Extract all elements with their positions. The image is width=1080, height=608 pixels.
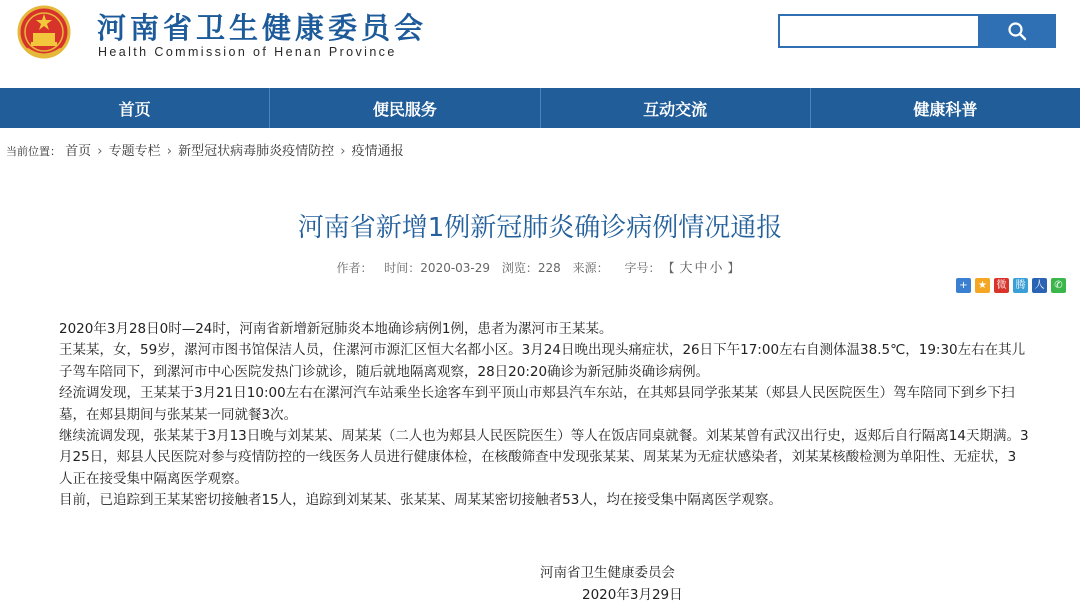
article-paragraph: 经流调发现，王某某于3月21日10:00左右在漯河汽车站乘坐长途客车到平顶山市郏县汽车东站，在其郏县同学张某某（郏县人民医院医生）驾车陪同下到乡下扫墓，在郏县期间与张某某一同就餐3次。 [59,385,1015,423]
search-button[interactable] [978,14,1056,48]
share-weibo-icon[interactable]: 微 [994,278,1009,293]
article-signature: 河南省卫生健康委员会 [540,565,675,581]
search-icon [1007,21,1027,41]
share-renren-icon[interactable]: 人 [1032,278,1047,293]
font-size-medium-link[interactable]: 中 [694,261,708,276]
font-size-label: 字号： [624,261,661,275]
share-tencent-weibo-icon[interactable]: 腾 [1013,278,1028,293]
nav-item-services[interactable]: 便民服务 [270,88,540,128]
font-size-small-link[interactable]: 小 [709,261,723,276]
article-meta [0,257,1080,276]
article-body [59,319,1029,512]
font-size-large-link[interactable]: 大 [679,261,693,276]
site-header [0,0,1080,86]
article-sign-date: 2020年3月29日 [582,587,683,603]
site-subtitle: Health Commission of Henan Province [98,45,397,59]
search-input[interactable] [778,14,978,48]
breadcrumb-home[interactable]: 首页 [65,144,92,159]
share-plus-icon[interactable]: + [956,278,971,293]
font-bracket-open: 【 [668,261,675,275]
national-emblem-icon [17,5,71,61]
font-size-control [620,261,743,275]
site-title: 河南省卫生健康委员会 [97,11,428,45]
article-paragraph: 继续流调发现，张某某于3月13日晚与刘某某、周某某（二人也为郏县人民医院医生）等人在饭店同桌就餐。刘某某曾有武汉出行史，返郏后自行隔离14天期满。3月25日，郏县人民医院对参与疫情防控的一线医务人员进行健康体检，在核酸筛查中发现张某某、周某某为无症状感染者，刘某某核酸检测为单阳性、无症状，3人正在接受集中隔离医学观察。 [59,428,1029,487]
breadcrumb-separator: › [340,144,346,159]
share-qzone-icon[interactable]: ★ [975,278,990,293]
font-bracket-close: 】 [727,261,740,275]
meta-views: 浏览：228 [501,261,561,275]
breadcrumb-special-topics[interactable]: 专题专栏 [108,144,161,159]
article-paragraph: 2020年3月28日0时—24时，河南省新增新冠肺炎本地确诊病例1例，患者为漯河市王某某。 [59,321,613,337]
breadcrumb-separator: › [166,144,172,159]
article-paragraph: 目前，已追踪到王某某密切接触者15人，追踪到刘某某、张某某、周某某密切接触者53人，均在接受集中隔离医学观察。 [59,492,782,509]
nav-item-interaction[interactable]: 互动交流 [541,88,811,128]
share-bar [956,278,1066,293]
meta-time: 时间：2020-03-29 [384,261,491,275]
nav-item-health-education[interactable]: 健康科普 [913,99,978,119]
share-wechat-icon[interactable]: ✆ [1051,278,1066,293]
breadcrumb-epidemic-report[interactable]: 疫情通报 [351,144,404,159]
nav-item-home[interactable]: 首页 [0,88,270,128]
breadcrumb-separator: › [97,144,103,159]
breadcrumb-covid-prevention[interactable]: 新型冠状病毒肺炎疫情防控 [178,144,335,159]
meta-author: 作者： [336,261,373,275]
breadcrumb [6,140,404,159]
main-nav [0,88,1080,128]
article-title: 河南省新增1例新冠肺炎确诊病例情况通报 [297,213,783,244]
breadcrumb-prefix: 当前位置： [6,145,61,158]
meta-source: 来源： [572,261,609,275]
article-paragraph: 王某某，女，59岁，漯河市图书馆保洁人员，住漯河市源汇区恒大名都小区。3月24日晚出现头痛症状，26日下午17:00左右自测体温38.5℃，19:30左右在其儿子驾车陪同下，到漯河市中心医院发热门诊就诊，随后就地隔离观察，28日20:20确诊为新冠肺炎确诊病例。 [59,342,1026,380]
